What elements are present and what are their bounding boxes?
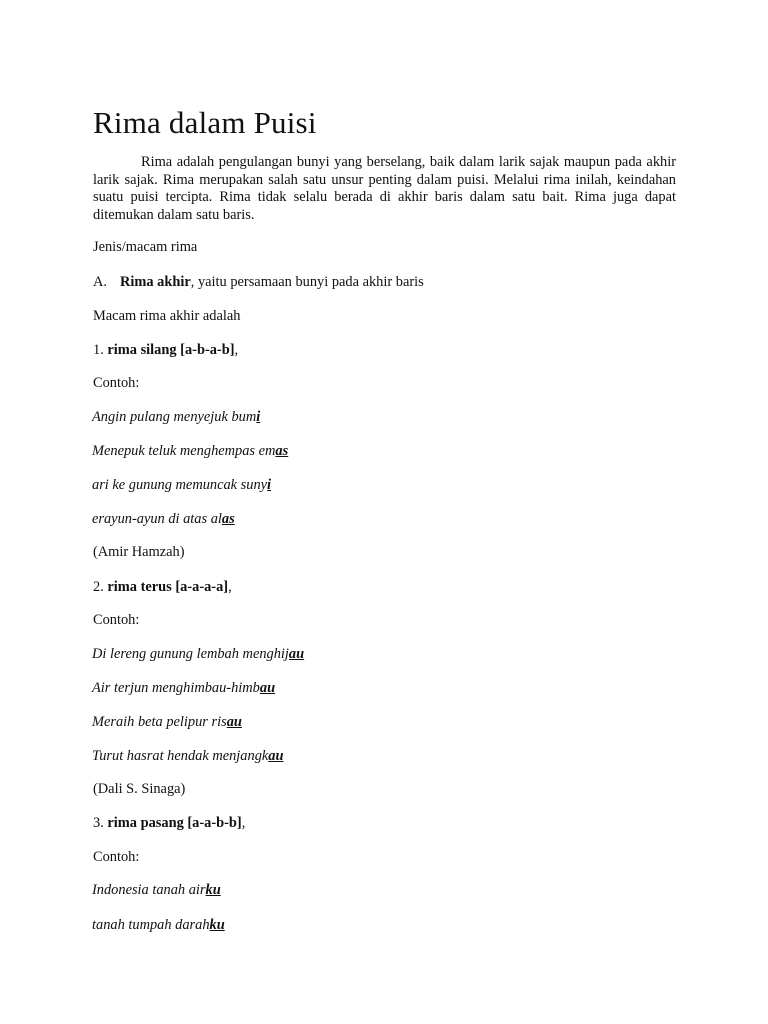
poem-author: (Amir Hamzah) [93,544,185,560]
rhyme-suffix: ku [209,917,225,933]
rima-silang-number: 1. [93,342,104,358]
poem-line: Di lereng gunung lembah menghijau [92,646,305,662]
rima-pasang-name: rima pasang [a-a-b-b] [107,815,242,831]
section-a-label: A. [93,274,107,290]
rima-pasang-number: 3. [93,815,104,831]
poem-line: Angin pulang menyejuk bumi [92,409,261,425]
rhyme-suffix: i [267,477,272,493]
example-label: Contoh: [93,849,140,865]
rima-terus-suffix: , [228,579,232,595]
subtypes-heading: Macam rima akhir adalah [93,308,241,324]
rhyme-suffix: au [259,680,276,696]
rhyme-suffix: au [226,714,242,730]
poem-line: Air terjun menghimbau-himbau [92,680,276,696]
section-a-desc: , yaitu persamaan bunyi pada akhir baris [190,274,424,290]
rima-silang-suffix: , [234,342,239,358]
rhyme-suffix: as [221,511,235,527]
poem-line: Turut hasrat hendak menjangkau [92,748,284,764]
intro-paragraph: Rima adalah pengulangan bunyi yang berselang, baik dalam larik sajak maupun pada akhir larik sajak. Rima merupakan salah satu unsur penting dalam puisi. Melalui rima inilah, keindahan suatu puisi tercipta. Rima tidak selalu berada di akhir baris dalam satu bait. Rima juga dapat ditemukan dalam satu baris. [93,154,676,223]
rhyme-suffix: i [256,409,261,425]
rhyme-suffix: au [288,646,305,662]
rima-terus-heading [93,578,232,596]
rima-terus-number: 2. [93,579,104,595]
example-label: Contoh: [93,375,140,391]
rima-silang-heading [93,341,238,359]
poem-line: Menepuk teluk menghempas emas [92,443,289,459]
poem-line: Meraih beta pelipur risau [92,714,242,730]
poem-line: erayun-ayun di atas alas [92,511,235,527]
example-label: Contoh: [93,612,140,628]
poem-line: ari ke gunung memuncak sunyi [92,477,272,493]
rhyme-suffix: au [268,748,284,764]
rima-pasang-suffix: , [241,815,246,831]
poem-line: tanah tumpah darahku [92,917,225,933]
poem-line: Indonesia tanah airku [92,882,221,898]
document-title: Rima dalam Puisi [93,105,317,140]
section-a-heading [93,273,424,291]
rima-terus-name: rima terus [a-a-a-a] [107,579,229,595]
rima-pasang-heading [93,814,245,832]
rhyme-suffix: ku [205,882,221,898]
rhyme-suffix: as [275,443,289,459]
rima-silang-name: rima silang [a-b-a-b] [107,342,235,358]
section-a-term: Rima akhir [120,274,191,290]
types-heading: Jenis/macam rima [93,239,198,255]
poem-author: (Dali S. Sinaga) [93,781,186,797]
